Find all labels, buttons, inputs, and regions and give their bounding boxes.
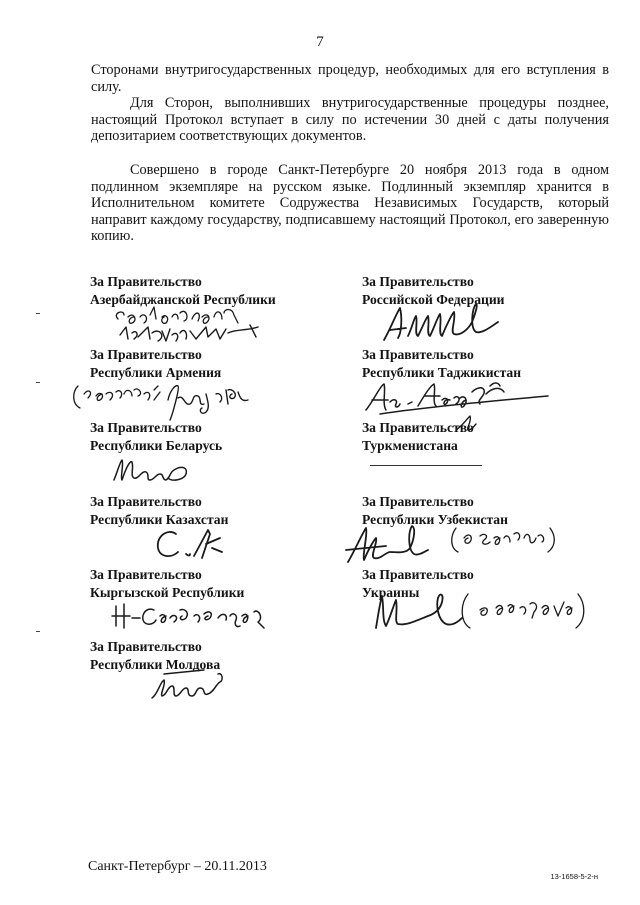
signatory-country: Республики Молдова [90, 656, 221, 672]
footer-doc-code: 13-1658-5-2-н [550, 872, 598, 881]
signatory-heading: За Правительство [362, 347, 474, 362]
signatory-heading: За Правительство [362, 420, 474, 435]
signatory-heading: За Правительство [362, 494, 474, 509]
paragraph-continuation: Сторонами внутригосударственных процедур, необходимых для его вступления в силу. [91, 62, 609, 95]
paragraph-done-at: Совершено в городе Санкт-Петербурге 20 ноября 2013 года в одном подлинном экземпляре на русском языке. Подлинный экземпляр хранится в Исполнительном комитете Содружества Независимых Государств, который направит каждому государству, подписавшему настоящий Протокол, его заверенную копию. [91, 161, 609, 245]
signatory-heading: За Правительство [90, 639, 202, 654]
footer-place-date: Санкт-Петербург – 20.11.2013 [88, 859, 267, 874]
paragraph-entry-into-force: Для Сторон, выполнивших внутригосударственные процедуры позднее, настоящий Протокол вступает в силу по истечении 30 дней с даты получения депозитарием соответствующих документов. [91, 95, 609, 145]
signatory-heading: За Правительство [362, 274, 474, 289]
signature-moldova [148, 668, 238, 708]
page-number: 7 [316, 34, 324, 50]
signatory-country: Кыргызской Республики [90, 584, 245, 600]
signatory-belarus [90, 419, 222, 454]
signature-ukraine [364, 588, 614, 644]
signatory-country: Республики Таджикистан [362, 364, 522, 380]
signatory-heading: За Правительство [90, 347, 202, 362]
signatory-kyrgyzstan [90, 566, 244, 601]
signatory-heading: За Правительство [90, 494, 202, 509]
signature-belarus [108, 452, 218, 488]
signatory-country: Азербайджанской Республики [90, 291, 276, 307]
document-body [91, 62, 609, 245]
signatory-kazakhstan [90, 493, 228, 528]
signatory-armenia [90, 346, 221, 381]
signature-mark-turkmenistan [452, 412, 482, 434]
signature-uzbekistan [338, 520, 578, 570]
signatory-country: Российской Федерации [362, 291, 505, 307]
signature-kyrgyzstan [108, 600, 278, 634]
signatory-country: Республики Узбекистан [362, 511, 508, 527]
margin-mark [36, 631, 40, 632]
signatory-country: Республики Беларусь [90, 437, 223, 453]
signature-armenia [70, 380, 280, 422]
signatory-heading: За Правительство [90, 567, 202, 582]
signatory-heading: За Правительство [362, 567, 474, 582]
signature-kazakhstan [150, 524, 240, 564]
signature-russia [378, 300, 528, 350]
signatory-heading: За Правительство [90, 274, 202, 289]
margin-mark [36, 313, 40, 314]
signatory-heading: За Правительство [90, 420, 202, 435]
signature-line-turkmenistan [370, 465, 482, 466]
margin-mark [36, 382, 40, 383]
signatory-country: Украины [362, 584, 420, 600]
signatory-country: Республики Казахстан [90, 511, 229, 527]
signatory-country: Туркменистана [362, 437, 458, 453]
signatory-country: Республики Армения [90, 364, 222, 380]
